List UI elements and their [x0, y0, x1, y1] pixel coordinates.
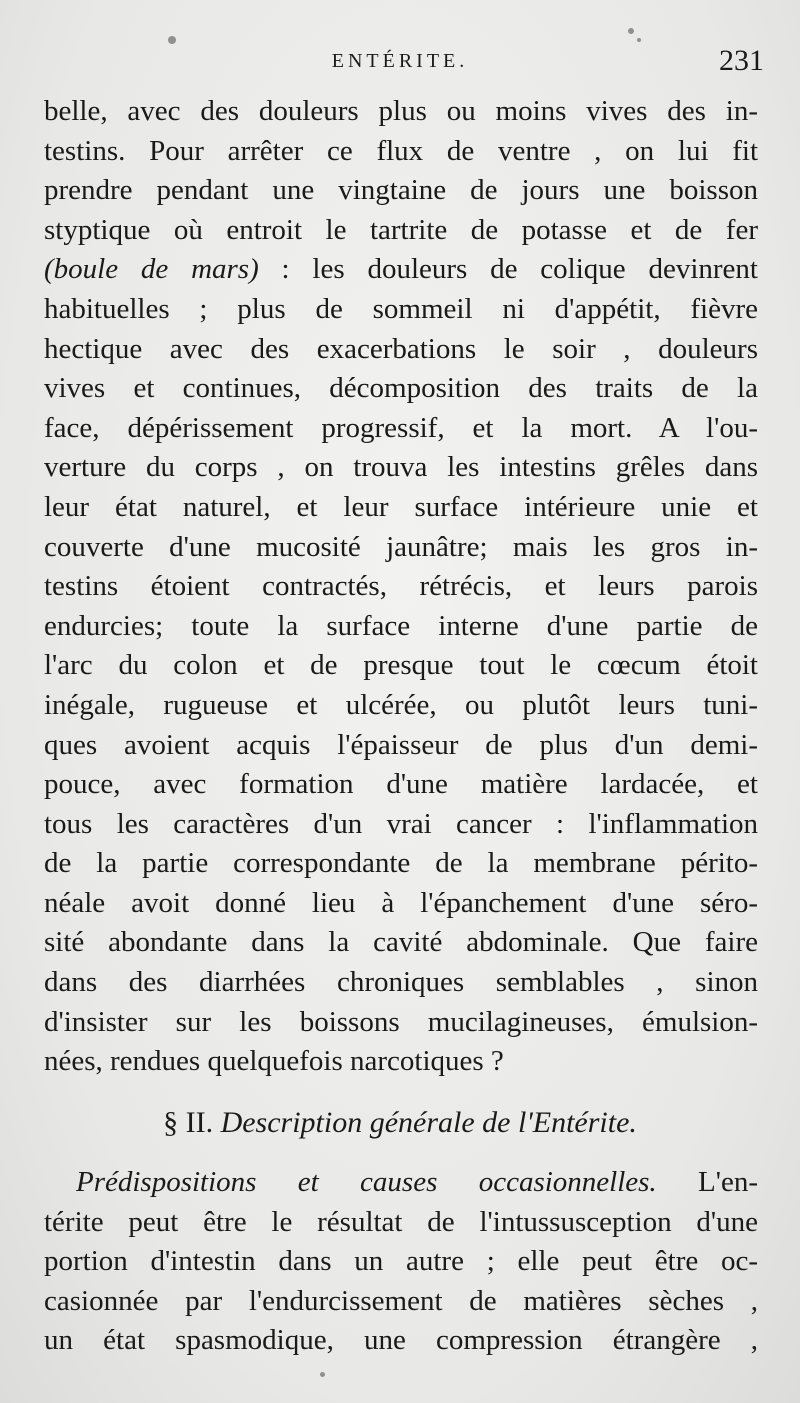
text-line: testins étoient contractés, rétrécis, et leurs parois — [44, 570, 758, 603]
text-line: prendre pendant une vingtaine de jours une boisson — [44, 174, 758, 207]
text-line: d'insister sur les boissons mucilagineuses, émulsion- — [44, 1005, 758, 1038]
text-line: inégale, rugueuse et ulcérée, ou plutôt leurs tuni- — [44, 688, 758, 721]
text-line: nées, rendues quelquefois narcotiques ? — [44, 1045, 504, 1078]
text-line: verture du corps , on trouva les intestins grêles dans — [44, 451, 758, 484]
text-line: de la partie correspondante de la membrane périto- — [44, 847, 758, 880]
text-line: térite peut être le résultat de l'intussusception d'une — [44, 1205, 758, 1238]
text-line: un état spasmodique, une compression étrangère , — [44, 1324, 758, 1357]
text-line: belle, avec des douleurs plus ou moins vives des in- — [44, 95, 758, 127]
text-line — [44, 250, 758, 290]
text-fragment: : les douleurs de colique devinrent — [258, 253, 758, 286]
ink-speck — [628, 28, 634, 34]
paragraph-case-report — [44, 92, 758, 1082]
text-line: portion d'intestin dans un autre ; elle peut être oc- — [44, 1245, 758, 1278]
text-line: vives et continues, décomposition des traits de la — [44, 372, 758, 405]
text-fragment: L'en- — [656, 1166, 758, 1198]
text-line: ques avoient acquis l'épaisseur de plus d'un demi- — [44, 728, 758, 761]
text-line: l'arc du colon et de presque tout le cœcum étoit — [44, 649, 758, 682]
paragraph-predispositions — [44, 1163, 758, 1361]
page-number: 231 — [719, 44, 764, 77]
text-line: tous les caractères d'un vrai cancer : l'inflammation — [44, 807, 758, 840]
text-line: pouce, avec formation d'une matière lardacée, et — [44, 768, 758, 801]
section-title: Description générale de l'Entérite. — [220, 1106, 637, 1139]
text-line: habituelles ; plus de sommeil ni d'appétit, fièvre — [44, 292, 758, 325]
italic-phrase: (boule de mars) — [44, 253, 259, 286]
text-line: casionnée par l'endurcissement de matières sèches , — [44, 1284, 758, 1317]
text-line: face, dépérissement progressif, et la mort. A l'ou- — [44, 411, 758, 444]
section-heading — [0, 1106, 800, 1140]
ink-speck — [637, 38, 641, 42]
ink-speck — [320, 1372, 325, 1377]
text-line: dans des diarrhées chroniques semblables , sinon — [44, 966, 758, 999]
text-line: endurcies; toute la surface interne d'une partie de — [44, 609, 758, 642]
text-line: couverte d'une mucosité jaunâtre; mais les gros in- — [44, 530, 758, 563]
text-line: hectique avec des exacerbations le soir , douleurs — [44, 332, 758, 365]
text-line: testins. Pour arrêter ce flux de ventre , on lui fit — [44, 134, 758, 167]
running-head: ENTÉRITE. — [331, 50, 469, 72]
text-line: leur état naturel, et leur surface intérieure unie et — [44, 490, 758, 523]
page-header — [0, 44, 800, 88]
text-line: sité abondante dans la cavité abdominale. Que faire — [44, 926, 758, 959]
italic-lead: Prédispositions et causes occasionnelles. — [76, 1166, 657, 1198]
ink-speck — [168, 36, 176, 44]
text-line — [44, 1163, 758, 1203]
section-mark: § II. — [163, 1106, 214, 1139]
text-line: néale avoit donné lieu à l'épanchement d'une séro- — [44, 886, 758, 919]
text-line: styptique où entroit le tartrite de potasse et de fer — [44, 213, 758, 246]
